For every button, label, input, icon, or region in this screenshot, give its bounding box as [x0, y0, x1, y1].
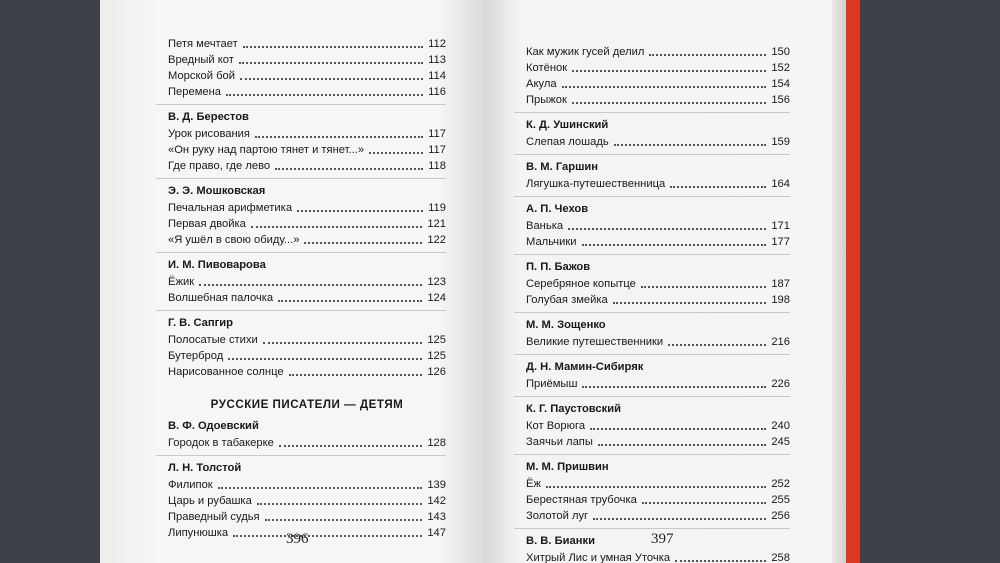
entry-title: Волшебная палочка: [168, 292, 274, 304]
toc-entry: [168, 477, 446, 493]
entry-title: Нарисованное солнце: [168, 366, 284, 378]
dot-leader: [649, 54, 766, 56]
entry-title: Полосатые стихи: [168, 334, 258, 346]
toc-entry: [526, 418, 790, 434]
dot-leader: [670, 186, 766, 188]
entry-title: Прыжок: [526, 94, 567, 106]
toc-entry: [168, 509, 446, 525]
dot-leader: [614, 144, 767, 146]
entry-page-number: 256: [771, 510, 790, 522]
divider-line: [514, 154, 790, 155]
toc-entry: [168, 216, 446, 232]
entry-title: Ёжик: [168, 276, 195, 288]
toc-entry: [168, 158, 446, 174]
entry-page-number: 159: [771, 136, 790, 148]
divider-line: [514, 528, 790, 529]
entry-title: Первая двойка: [168, 218, 246, 230]
toc-entry: [526, 76, 790, 92]
entry-title: Как мужик гусей делил: [526, 46, 645, 58]
toc-entry: [168, 126, 446, 142]
entry-title: Перемена: [168, 86, 222, 98]
entry-title: Великие путешественники: [526, 336, 664, 348]
entry-page-number: 139: [427, 479, 446, 491]
dot-leader: [275, 168, 423, 170]
entry-page-number: 122: [427, 234, 446, 246]
dot-leader: [279, 445, 422, 447]
dot-leader: [304, 242, 422, 244]
toc-entry: [168, 364, 446, 380]
toc-entry: [526, 376, 790, 392]
entry-page-number: 198: [771, 294, 790, 306]
dot-leader: [265, 519, 423, 521]
divider-line: [156, 178, 446, 179]
right-page-number: 397: [651, 531, 674, 547]
dot-leader: [641, 286, 766, 288]
entry-page-number: 125: [427, 334, 446, 346]
entry-title: Заячьи лапы: [526, 436, 593, 448]
entry-title: Бутерброд: [168, 350, 224, 362]
entry-page-number: 117: [428, 144, 446, 156]
toc-entry: [526, 134, 790, 150]
dot-leader: [289, 374, 423, 376]
toc-entry: [526, 292, 790, 308]
dot-leader: [243, 46, 423, 48]
toc-entry: [168, 332, 446, 348]
entry-page-number: 258: [771, 552, 790, 563]
entry-title: Праведный судья: [168, 511, 260, 523]
dot-leader: [668, 344, 766, 346]
dot-leader: [297, 210, 423, 212]
entry-page-number: 121: [427, 218, 446, 230]
toc-entry: [526, 92, 790, 108]
dot-leader: [572, 102, 766, 104]
author-name: Э. Э. Мошковская: [168, 185, 266, 197]
toc-entry: [526, 508, 790, 524]
toc-entry: [168, 274, 446, 290]
toc-entry: [168, 232, 446, 248]
divider-line: [514, 112, 790, 113]
entry-title: Филипок: [168, 479, 213, 491]
dot-leader: [239, 62, 423, 64]
entry-page-number: 164: [771, 178, 790, 190]
author-name: К. Г. Паустовский: [526, 403, 621, 415]
entry-page-number: 124: [427, 292, 446, 304]
divider-line: [156, 252, 446, 253]
entry-page-number: 240: [771, 420, 790, 432]
entry-page-number: 216: [771, 336, 790, 348]
entry-page-number: 255: [771, 494, 790, 506]
dot-leader: [369, 152, 423, 154]
entry-page-number: 245: [771, 436, 790, 448]
entry-title: Ванька: [526, 220, 564, 232]
entry-page-number: 152: [771, 62, 790, 74]
toc-entry: [526, 492, 790, 508]
dot-leader: [613, 302, 767, 304]
left-page-number: 396: [286, 531, 309, 547]
entry-title: Кот Ворюга: [526, 420, 586, 432]
entry-page-number: 142: [427, 495, 446, 507]
dot-leader: [590, 428, 766, 430]
author-name: В. М. Гаршин: [526, 161, 599, 173]
toc-entry: [526, 60, 790, 76]
entry-title: «Я ушёл в свою обиду...»: [168, 234, 300, 246]
author-name: К. Д. Ушинский: [526, 119, 609, 131]
divider-line: [514, 196, 790, 197]
dot-leader: [218, 487, 423, 489]
entry-page-number: 113: [428, 54, 446, 66]
entry-page-number: 226: [771, 378, 790, 390]
entry-page-number: 154: [771, 78, 790, 90]
toc-entry: [168, 142, 446, 158]
toc-entry: [526, 176, 790, 192]
toc-entry: [526, 550, 790, 563]
entry-page-number: 114: [428, 70, 446, 82]
right-toc: [526, 44, 790, 563]
author-name: Л. Н. Толстой: [168, 462, 242, 474]
entry-title: Мальчики: [526, 236, 577, 248]
entry-title: Городок в табакерке: [168, 437, 274, 449]
author-name: Д. Н. Мамин-Сибиряк: [526, 361, 644, 373]
author-name: И. М. Пивоварова: [168, 259, 266, 271]
entry-page-number: 171: [771, 220, 790, 232]
toc-entry: [526, 218, 790, 234]
author-name: В. Д. Берестов: [168, 111, 249, 123]
toc-entry: [168, 36, 446, 52]
dot-leader: [226, 94, 423, 96]
dot-leader: [568, 228, 766, 230]
dot-leader: [278, 300, 422, 302]
toc-entry: [526, 434, 790, 450]
page-edges: [832, 0, 846, 563]
author-name: Г. В. Сапгир: [168, 317, 234, 329]
entry-page-number: 187: [771, 278, 790, 290]
dot-leader: [240, 78, 423, 80]
entry-title: Приёмыш: [526, 378, 578, 390]
dot-leader: [598, 444, 766, 446]
entry-title: Золотой луг: [526, 510, 589, 522]
author-name: М. М. Пришвин: [526, 461, 609, 473]
entry-page-number: 123: [427, 276, 446, 288]
dot-leader: [257, 503, 423, 505]
entry-title: Урок рисования: [168, 128, 250, 140]
entry-title: «Он руку над партою тянет и тянет...»: [168, 144, 365, 156]
entry-title: Петя мечтает: [168, 38, 238, 50]
toc-entry: [168, 348, 446, 364]
divider-line: [514, 254, 790, 255]
divider-line: [514, 396, 790, 397]
dot-leader: [228, 358, 422, 360]
toc-entry: [168, 435, 446, 451]
toc-entry: [168, 84, 446, 100]
divider-line: [514, 312, 790, 313]
entry-page-number: 147: [427, 527, 446, 539]
dot-leader: [642, 502, 766, 504]
author-name: П. П. Бажов: [526, 261, 591, 273]
dot-leader: [562, 86, 767, 88]
author-name: А. П. Чехов: [526, 203, 589, 215]
entry-page-number: 150: [771, 46, 790, 58]
author-name: М. М. Зощенко: [526, 319, 606, 331]
entry-title: Царь и рубашка: [168, 495, 252, 507]
section-title: РУССКИЕ ПИСАТЕЛИ — ДЕТЯМ: [210, 398, 404, 411]
divider-line: [156, 310, 446, 311]
dot-leader: [572, 70, 766, 72]
dot-leader: [251, 226, 422, 228]
entry-page-number: 125: [427, 350, 446, 362]
entry-title: Берестяная трубочка: [526, 494, 637, 506]
dot-leader: [582, 386, 766, 388]
entry-page-number: 128: [427, 437, 446, 449]
dot-leader: [233, 535, 422, 537]
divider-line: [156, 104, 446, 105]
entry-page-number: 252: [771, 478, 790, 490]
entry-page-number: 119: [428, 202, 446, 214]
toc-entry: [526, 476, 790, 492]
entry-title: Лягушка-путешественница: [526, 178, 666, 190]
toc-entry: [526, 234, 790, 250]
entry-title: Липунюшка: [168, 527, 229, 539]
entry-title: Хитрый Лис и умная Уточка: [526, 552, 671, 563]
toc-entry: [168, 290, 446, 306]
entry-title: Акула: [526, 78, 557, 90]
entry-title: Ёж: [526, 478, 541, 490]
entry-page-number: 177: [771, 236, 790, 248]
entry-page-number: 116: [428, 86, 446, 98]
toc-entry: [168, 52, 446, 68]
left-toc: [168, 36, 446, 541]
toc-entry: [168, 200, 446, 216]
divider-line: [514, 354, 790, 355]
toc-entry: [526, 276, 790, 292]
entry-title: Серебряное копытце: [526, 278, 636, 290]
entry-title: Морской бой: [168, 70, 235, 82]
author-name: В. Ф. Одоевский: [168, 420, 259, 432]
entry-title: Слепая лошадь: [526, 136, 609, 148]
entry-title: Котёнок: [526, 62, 568, 74]
entry-title: Голубая змейка: [526, 294, 608, 306]
dot-leader: [546, 486, 766, 488]
entry-title: Где право, где лево: [168, 160, 271, 172]
dot-leader: [263, 342, 423, 344]
entry-page-number: 117: [428, 128, 446, 140]
entry-page-number: 118: [428, 160, 446, 172]
divider-line: [156, 455, 446, 456]
entry-page-number: 126: [427, 366, 446, 378]
dot-leader: [593, 518, 766, 520]
dot-leader: [675, 560, 766, 562]
toc-entry: [168, 68, 446, 84]
entry-page-number: 156: [771, 94, 790, 106]
entry-title: Печальная арифметика: [168, 202, 293, 214]
dot-leader: [199, 284, 422, 286]
author-name: В. В. Бианки: [526, 535, 595, 547]
divider-line: [514, 454, 790, 455]
dot-leader: [255, 136, 423, 138]
entry-title: Вредный кот: [168, 54, 234, 66]
entry-page-number: 143: [427, 511, 446, 523]
dot-leader: [582, 244, 767, 246]
toc-entry: [168, 493, 446, 509]
toc-entry: [526, 334, 790, 350]
entry-page-number: 112: [428, 38, 446, 50]
toc-entry: [526, 44, 790, 60]
